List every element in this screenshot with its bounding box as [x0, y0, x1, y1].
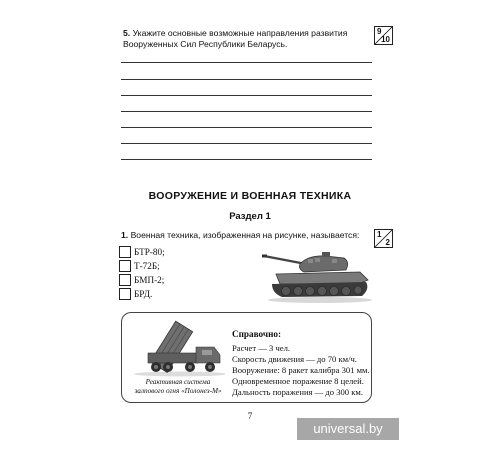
answer-label: БМП-2;: [134, 274, 165, 285]
reference-line: Одновременное поражение 8 целей.: [232, 376, 364, 386]
answer-line[interactable]: [121, 79, 372, 80]
task-5-text: [123, 28, 385, 50]
image-caption: [126, 378, 230, 396]
task-1-score-top: 1: [377, 230, 382, 239]
task-1-score-box: [374, 229, 393, 248]
rocket-launcher-illustration: [130, 319, 225, 377]
reference-box: [121, 312, 372, 403]
answer-label: БРД.: [134, 288, 153, 299]
task-5-number: 5.: [123, 28, 131, 38]
task-1-score-bottom: 2: [385, 238, 390, 247]
task-5-score-bottom: 10: [381, 35, 390, 44]
reference-line: Расчет — 3 чел.: [232, 343, 291, 353]
answer-line[interactable]: [121, 143, 372, 144]
page-number: 7: [247, 411, 253, 421]
caption-line: Реактивная система: [145, 378, 211, 386]
answer-checkbox[interactable]: [119, 274, 131, 286]
caption-line: залпового огня «Полонез-М»: [134, 387, 222, 395]
task-5-question: Укажите основные возможные направления развития Вооруженных Сил Республики Беларусь.: [123, 28, 348, 49]
answer-label: БТР-80;: [134, 246, 165, 257]
task-5-score-box: [374, 26, 393, 45]
tank-illustration: [262, 248, 372, 304]
reference-line: Скорость движения — до 70 км/ч.: [232, 354, 357, 364]
answer-line[interactable]: [121, 62, 372, 63]
task-1-number: 1.: [121, 230, 129, 240]
answer-option-4[interactable]: [119, 287, 152, 300]
answer-label: Т-72Б;: [134, 260, 160, 271]
task-1-question: Военная техника, изображенная на рисунке, называется:: [130, 230, 360, 240]
reference-line: Дальность поражения — до 300 км.: [232, 387, 364, 397]
task-5-score-top: 9: [377, 27, 382, 36]
answer-option-2[interactable]: [119, 259, 160, 272]
answer-checkbox[interactable]: [119, 246, 131, 258]
answer-line[interactable]: [121, 95, 372, 96]
answer-option-1[interactable]: [119, 245, 165, 258]
answer-checkbox[interactable]: [119, 260, 131, 272]
answer-line[interactable]: [121, 111, 372, 112]
answer-line[interactable]: [121, 127, 372, 128]
answer-line[interactable]: [121, 159, 372, 160]
reference-title: Справочно:: [232, 329, 282, 339]
subsection-title: Раздел 1: [229, 211, 271, 222]
watermark: universal.by: [297, 418, 399, 440]
section-title: ВООРУЖЕНИЕ И ВОЕННАЯ ТЕХНИКА: [148, 190, 352, 202]
reference-line: Вооружение: 8 ракет калибра 301 мм.: [232, 365, 370, 375]
answer-option-3[interactable]: [119, 273, 164, 286]
task-1-text: [121, 230, 359, 240]
answer-checkbox[interactable]: [119, 288, 131, 300]
